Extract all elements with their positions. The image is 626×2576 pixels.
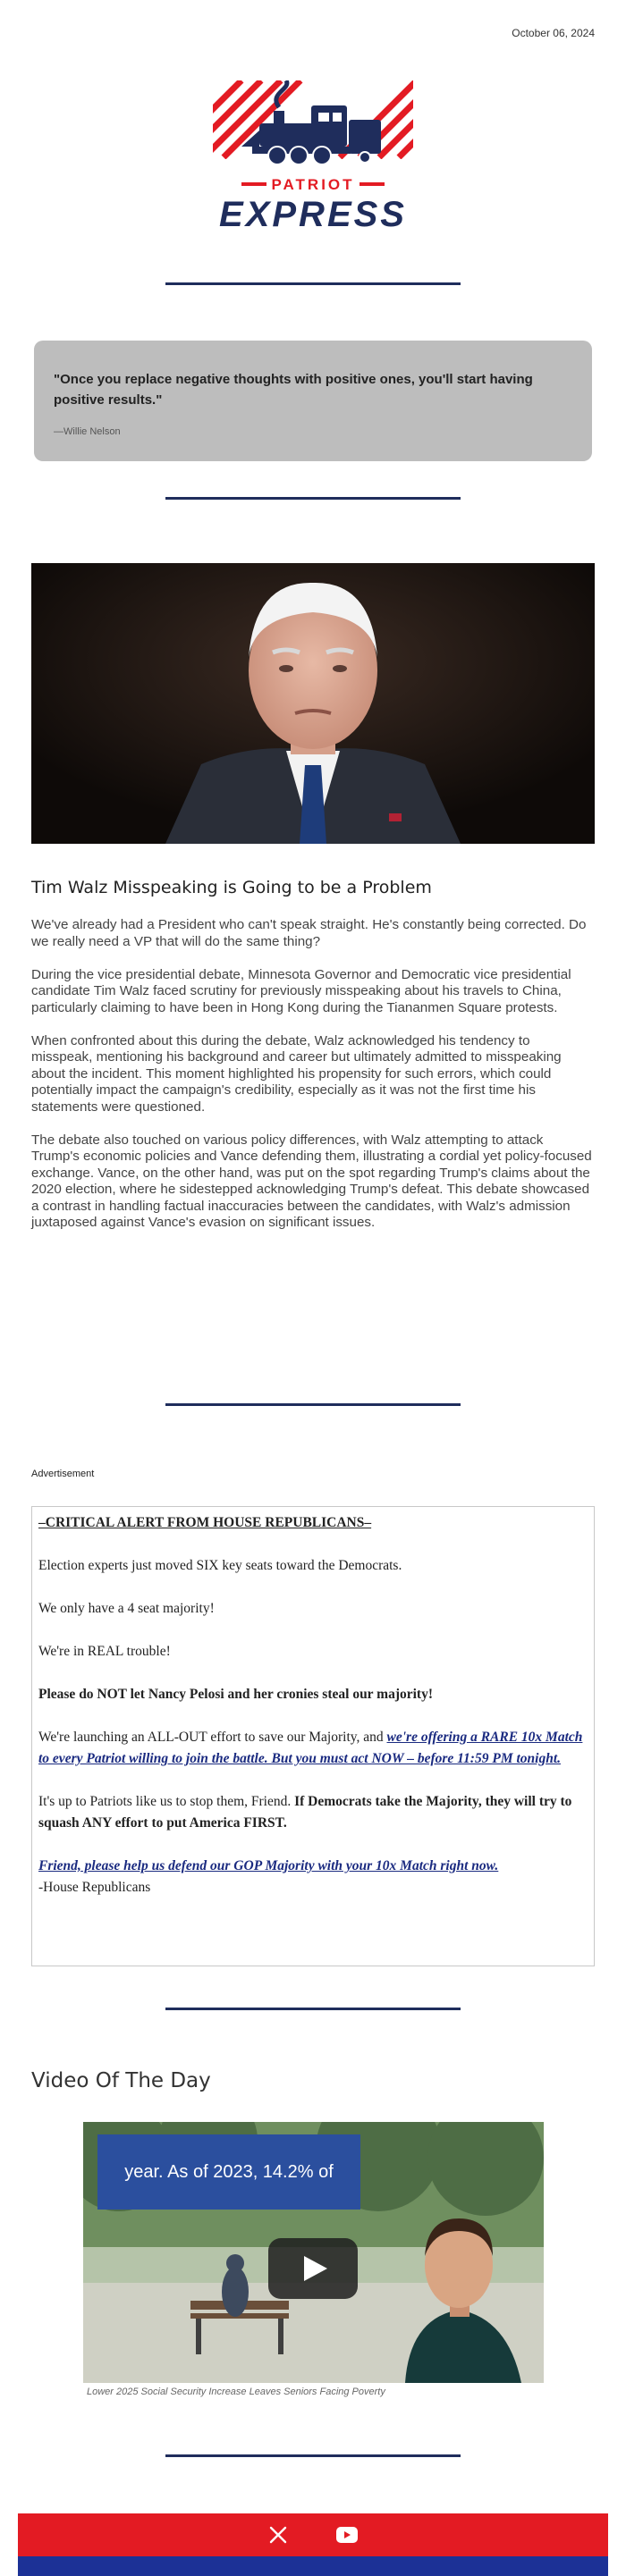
play-icon <box>268 2238 358 2299</box>
video-caption: Lower 2025 Social Security Increase Leaves Seniors Facing Poverty <box>87 2387 385 2397</box>
ad-text: It's up to Patriots like us to stop them, Friend. <box>38 1794 295 1809</box>
newsletter-date: October 06, 2024 <box>512 27 595 39</box>
video-caption-overlay: year. As of 2023, 14.2% of <box>97 2134 360 2210</box>
article-body <box>31 917 595 1248</box>
ad-signature: -House Republicans <box>38 1880 151 1895</box>
ad-cta <box>38 1856 588 1898</box>
defend-majority-link[interactable]: Friend, please help us defend our GOP Majority with your 10x Match right now. <box>38 1858 499 1873</box>
ad-paragraph-with-link <box>38 1727 588 1770</box>
portrait-photo <box>31 563 595 844</box>
divider <box>165 2454 461 2457</box>
quote-text: "Once you replace negative thoughts with positive ones, you'll start having positive results." <box>54 372 533 408</box>
ad-title: –CRITICAL ALERT FROM HOUSE REPUBLICANS– <box>38 1515 372 1530</box>
article-paragraph: During the vice presidential debate, Minnesota Governor and Democratic vice presidential candidate Tim Walz faced scrutiny for previously misspeaking about his travels to China, particularly claiming to have been in Hong Kong during the Tiananmen Square protests. <box>31 966 571 1015</box>
match-offer-link[interactable]: we're offering a RARE 10x Match to every Patriot willing to join the battle. But you must act NOW – before 11:59 PM tonight. <box>38 1730 583 1766</box>
article-paragraph: The debate also touched on various policy differences, with Walz attempting to attack Trump's economic policies and Vance defending them, illustrating a cordial yet policy-focused exchange. Vance, on the other hand, was put on the spot regarding Trump's claims about the 2020 election, where he sidestepped acknowledging Trump's defeat. This debate showcased a contrast in handling factual inaccuracies between the candidates, with Walz's admission juxtaposed against Vance's evasion on significant issues. <box>31 1132 592 1230</box>
youtube-icon[interactable] <box>335 2526 359 2544</box>
divider <box>165 497 461 500</box>
patriot-express-logo[interactable] <box>206 80 420 237</box>
advertisement-box <box>31 1506 595 1966</box>
advertisement-label: Advertisement <box>31 1469 95 1479</box>
ad-paragraph: We're in REAL trouble! <box>38 1644 171 1659</box>
social-footer <box>18 2513 608 2556</box>
quote-author: —Willie Nelson <box>54 426 121 437</box>
play-button[interactable] <box>268 2238 358 2299</box>
article-paragraph: We've already had a President who can't speak straight. He's constantly being corrected. Do we really need a VP that will do the same thing? <box>31 917 587 949</box>
logo-word-express: EXPRESS <box>219 195 407 234</box>
ad-paragraph: Election experts just moved SIX key seats toward the Democrats. <box>38 1558 402 1573</box>
ad-text: We're launching an ALL-OUT effort to save our Majority, and <box>38 1730 387 1745</box>
article-headline[interactable]: Tim Walz Misspeaking is Going to be a Problem <box>31 878 432 897</box>
footer-band <box>18 2556 608 2576</box>
ad-paragraph <box>38 1791 588 1834</box>
train-logo-graphic <box>206 80 420 237</box>
quote-of-the-day <box>34 341 592 461</box>
article-hero-image[interactable] <box>31 563 595 844</box>
article-paragraph: When confronted about this during the debate, Walz acknowledged his tendency to misspeak, mentioning his background and career but ultimately admitted to misspeaking about the incident. This moment highlighted his propensity for such errors, which could potentially impact the campaign's credibility, especially as it was not the first time his statements were questioned. <box>31 1032 562 1115</box>
logo-word-patriot: PATRIOT <box>271 176 355 193</box>
video-section-title: Video Of The Day <box>31 2069 211 2092</box>
divider <box>165 282 461 285</box>
ad-paragraph: We only have a 4 seat majority! <box>38 1601 215 1616</box>
ad-bold-text: If Democrats take the Majority, they will try to squash ANY effort to put America FIRST. <box>38 1794 572 1831</box>
x-twitter-icon[interactable] <box>268 2525 288 2545</box>
divider <box>165 2008 461 2010</box>
divider <box>165 1403 461 1406</box>
video-thumbnail[interactable] <box>83 2122 544 2383</box>
ad-paragraph-bold: Please do NOT let Nancy Pelosi and her cronies steal our majority! <box>38 1687 433 1702</box>
